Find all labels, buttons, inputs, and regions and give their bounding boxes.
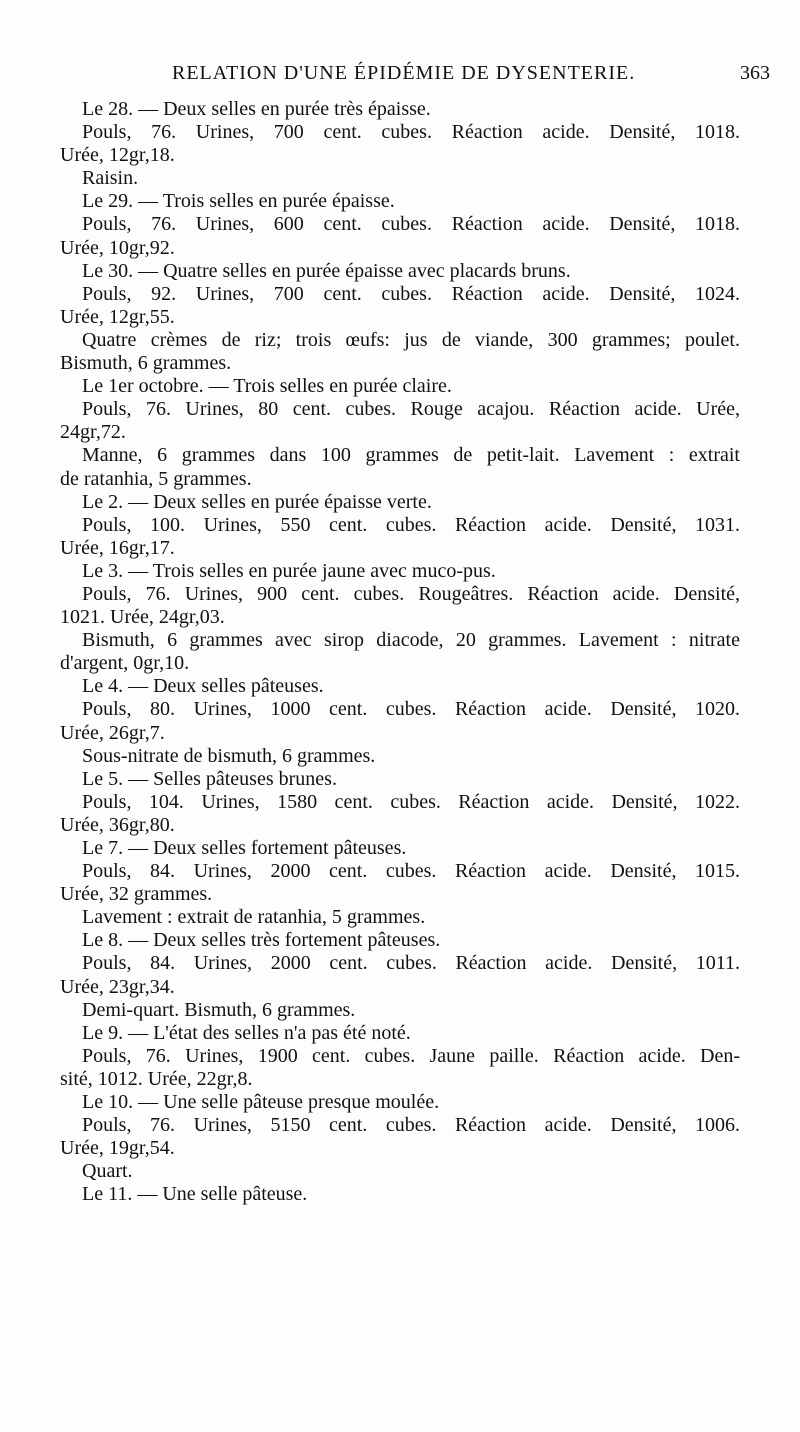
text-line: Le 7. — Deux selles fortement pâteuses.	[82, 837, 407, 859]
text-line: Sous-nitrate de bismuth, 6 grammes.	[82, 744, 376, 767]
text-line: de ratanhia, 5 grammes.	[60, 467, 252, 490]
text-line: sité, 1012. Urée, 22gr,8.	[60, 1067, 253, 1090]
text-line: Le 8. — Deux selles très fortement pâteuses.	[82, 929, 441, 952]
text-line: Demi-quart. Bismuth, 6 grammes.	[82, 998, 356, 1021]
text-line: Le 29. — Trois selles en purée épaisse.	[82, 190, 395, 213]
text-line: Pouls, 76. Urines, 600 cent. cubes. Réaction acide. Densité, 1018.	[82, 213, 740, 236]
body-text	[60, 98, 740, 1207]
text-line: Le 28. — Deux selles en purée très épaisse.	[82, 98, 431, 120]
text-line: Urée, 32 grammes.	[60, 883, 213, 906]
text-line: 24gr,72.	[60, 421, 126, 444]
text-line: Pouls, 76. Urines, 80 cent. cubes. Rouge acajou. Réaction acide. Urée,	[82, 398, 740, 421]
text-line: Manne, 6 grammes dans 100 grammes de petit-lait. Lavement : extrait	[82, 444, 740, 467]
text-line: Le 10. — Une selle pâteuse presque moulée.	[82, 1091, 440, 1114]
text-line: Pouls, 76. Urines, 5150 cent. cubes. Réaction acide. Densité, 1006.	[82, 1114, 740, 1137]
text-line: Pouls, 84. Urines, 2000 cent. cubes. Réaction acide. Densité, 1015.	[82, 860, 740, 883]
running-head	[60, 62, 770, 88]
text-line: Urée, 10gr,92.	[60, 236, 175, 259]
text-line: Le 11. — Une selle pâteuse.	[82, 1183, 308, 1206]
text-line: Pouls, 84. Urines, 2000 cent. cubes. Réaction acide. Densité, 1011.	[82, 952, 740, 975]
text-line: Urée, 12gr,55.	[60, 305, 175, 328]
running-title: RELATION D'UNE ÉPIDÉMIE DE DYSENTERIE.	[172, 62, 636, 84]
text-line: Urée, 16gr,17.	[60, 536, 175, 559]
text-line: Raisin.	[82, 167, 139, 190]
text-line: Le 3. — Trois selles en purée jaune avec muco-pus.	[82, 559, 496, 582]
text-line: Bismuth, 6 grammes avec sirop diacode, 20 grammes. Lavement : nitrate	[82, 629, 740, 652]
text-line: Pouls, 80. Urines, 1000 cent. cubes. Réaction acide. Densité, 1020.	[82, 698, 740, 721]
text-line: Pouls, 104. Urines, 1580 cent. cubes. Réaction acide. Densité, 1022.	[82, 790, 740, 813]
text-line: Urée, 23gr,34.	[60, 975, 175, 998]
text-line: Le 30. — Quatre selles en purée épaisse avec placards bruns.	[82, 259, 571, 282]
text-line: Quart.	[82, 1160, 133, 1183]
text-line: Bismuth, 6 grammes.	[60, 352, 232, 375]
text-line: Urée, 26gr,7.	[60, 721, 165, 744]
page-number: 363	[740, 62, 770, 84]
text-line: Lavement : extrait de ratanhia, 5 grammes.	[82, 906, 426, 929]
text-line: Le 9. — L'état des selles n'a pas été noté.	[82, 1021, 411, 1044]
text-line: Quatre crèmes de riz; trois œufs: jus de viande, 300 grammes; poulet.	[82, 328, 740, 351]
text-line: Urée, 36gr,80.	[60, 813, 175, 836]
text-line: Le 4. — Deux selles pâteuses.	[82, 675, 324, 698]
text-line: Urée, 19gr,54.	[60, 1137, 175, 1160]
text-line: Urée, 12gr,18.	[60, 144, 175, 167]
text-line: Le 2. — Deux selles en purée épaisse verte.	[82, 490, 432, 513]
text-line: Pouls, 76. Urines, 700 cent. cubes. Réaction acide. Densité, 1018.	[82, 121, 740, 144]
text-line: Le 1er octobre. — Trois selles en purée claire.	[82, 375, 452, 398]
text-line: d'argent, 0gr,10.	[60, 652, 190, 675]
text-line: Le 5. — Selles pâteuses brunes.	[82, 767, 337, 790]
text-line: Pouls, 76. Urines, 1900 cent. cubes. Jaune paille. Réaction acide. Den-	[82, 1044, 740, 1067]
text-line: Pouls, 92. Urines, 700 cent. cubes. Réaction acide. Densité, 1024.	[82, 282, 740, 305]
text-line: Pouls, 100. Urines, 550 cent. cubes. Réaction acide. Densité, 1031.	[82, 513, 740, 536]
text-line: 1021. Urée, 24gr,03.	[60, 606, 225, 629]
text-line: Pouls, 76. Urines, 900 cent. cubes. Rougeâtres. Réaction acide. Densité,	[82, 582, 740, 605]
